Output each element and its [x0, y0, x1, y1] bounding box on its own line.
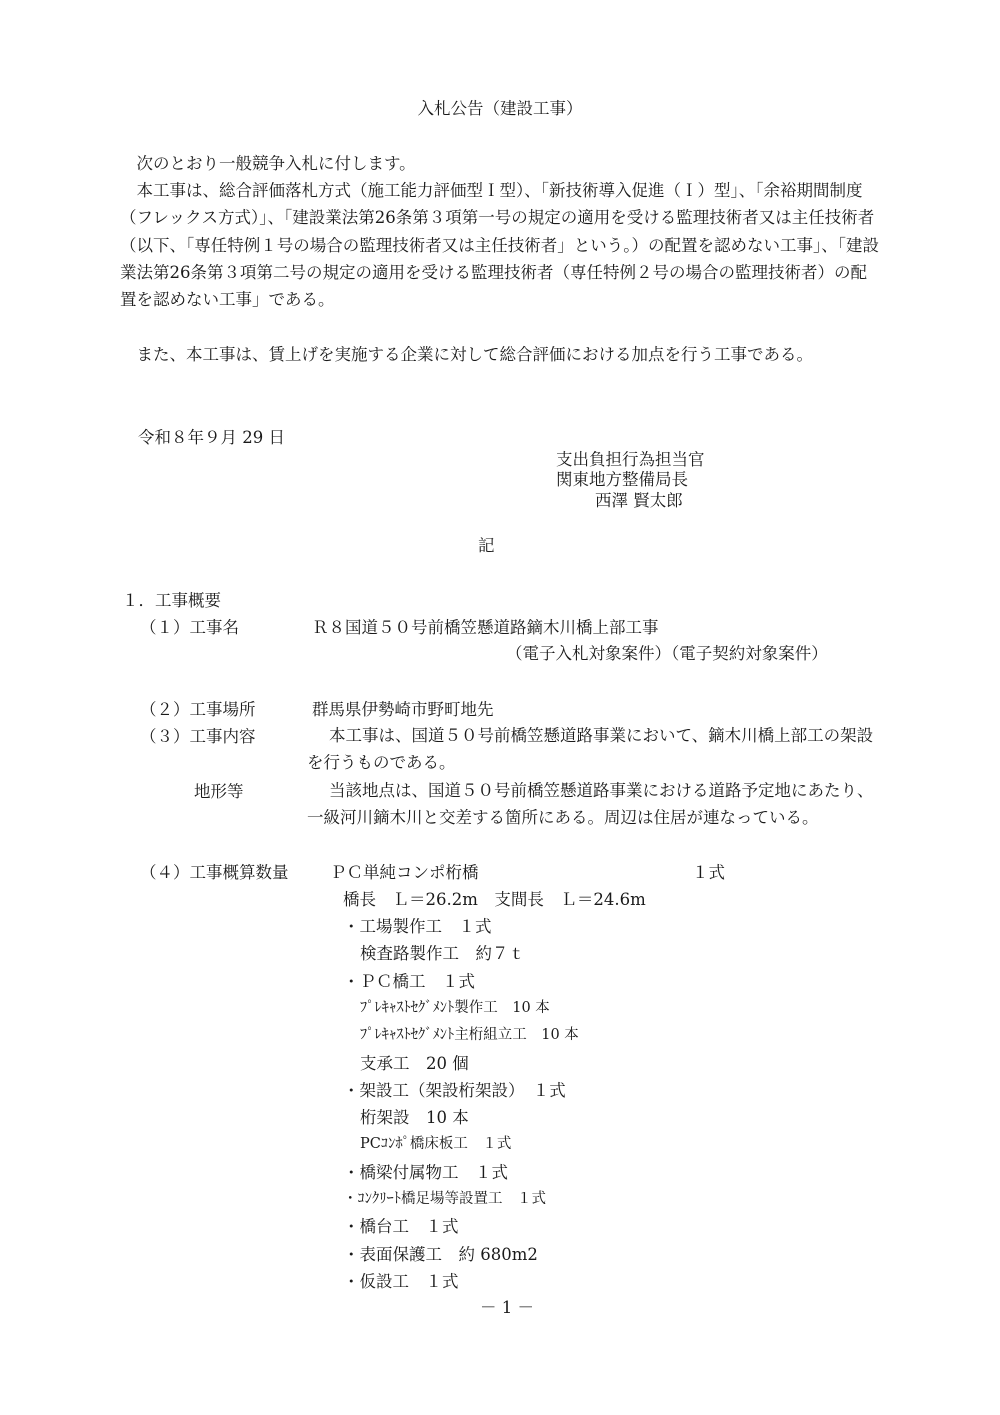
item-1-note: （電子入札対象案件）（電子契約対象案件）	[506, 644, 828, 663]
record-mark: 記	[478, 536, 495, 555]
quantity-line: ・ＰＣ橋工 １式	[343, 971, 475, 991]
item-3-value: 本工事は、国道５０号前橋笠懸道路事業において、鏑木川橋上部工の架設を行うものである。	[307, 726, 874, 773]
intro-paragraph-2: 本工事は、総合評価落札方式（施工能力評価型Ｉ型）、「新技術導入促進（Ｉ）型」、「余裕期間制度（フレックス方式）」、「建設業法第26条第３項第一号の規定の適用を受ける監理技術者又は主任技術者（以下、「専任特例１号の場合の監理技術者又は主任技術者」という。）の配置を認めない工事」、「建設業法第26条第３項第二号の規定の適用を受ける監理技術者（専任特例２号の場合の監理技術者）の配置を認めない工事」である。	[120, 181, 879, 310]
quantity-line: 桁架設 10 本	[360, 1108, 469, 1128]
intro-paragraph-1: 次のとおり一般競争入札に付します。	[136, 154, 416, 173]
quantity-line: ﾌﾟﾚｷｬｽﾄｾｸﾞﾒﾝﾄ製作工 10 本	[360, 999, 550, 1016]
page-title: 入札公告（建設工事）	[417, 99, 583, 118]
quantity-line: ・工場製作工 １式	[343, 917, 492, 936]
item-3-label: （３）工事内容	[140, 727, 256, 746]
issuer-office: 関東地方整備局長	[556, 470, 688, 489]
item-1-value: Ｒ８国道５０号前橋笠懸道路鏑木川橋上部工事	[312, 618, 659, 637]
terrain-value: 当該地点は、国道５０号前橋笠懸道路事業における道路予定地にあたり、一級河川鏑木川と交差する箇所にある。周辺は住居が連なっている。	[307, 781, 874, 828]
quantity-line: ・橋台工 １式	[343, 1217, 459, 1237]
notice-date: 令和８年９月 29 日	[138, 428, 285, 447]
item-4-main: ＰＣ単純コンポ桁橋	[330, 863, 479, 882]
intro-paragraph-3: また、本工事は、賃上げを実施する企業に対して総合評価における加点を行う工事である。	[136, 345, 813, 364]
item-2-value: 群馬県伊勢崎市野町地先	[312, 700, 494, 719]
quantity-line: ・ｺﾝｸﾘｰﾄ橋足場等設置工 １式	[343, 1191, 546, 1207]
quantity-line: ・橋梁付属物工 １式	[343, 1162, 508, 1182]
quantity-line: 検査路製作工 約７ｔ	[360, 944, 525, 964]
quantity-line: ﾌﾟﾚｷｬｽﾄｾｸﾞﾒﾝﾄ主桁組立工 10 本	[360, 1027, 579, 1044]
item-1-label: （１）工事名	[140, 618, 239, 637]
quantity-line: 支承工 20 個	[360, 1053, 469, 1073]
section-1-heading: １．工事概要	[122, 591, 221, 610]
item-4-label: （４）工事概算数量	[140, 863, 289, 882]
quantity-line: ・仮設工 １式	[343, 1271, 459, 1291]
item-4-main-qty: １式	[692, 863, 725, 882]
quantity-line: ・架設工（架設桁架設） １式	[343, 1080, 566, 1100]
issuer-name: 西澤 賢太郎	[595, 491, 683, 510]
terrain-label: 地形等	[194, 782, 244, 801]
item-2-label: （２）工事場所	[140, 700, 256, 719]
quantity-line: PCｺﾝﾎﾟ橋床板工 １式	[360, 1136, 512, 1153]
quantity-line: ・表面保護工 約 680m2	[343, 1244, 538, 1264]
issuer-title: 支出負担行為担当官	[556, 450, 705, 469]
page-number: － 1 －	[480, 1298, 534, 1317]
item-4-spec: 橋長 Ｌ＝26.2m 支間長 Ｌ＝24.6m	[343, 890, 646, 909]
